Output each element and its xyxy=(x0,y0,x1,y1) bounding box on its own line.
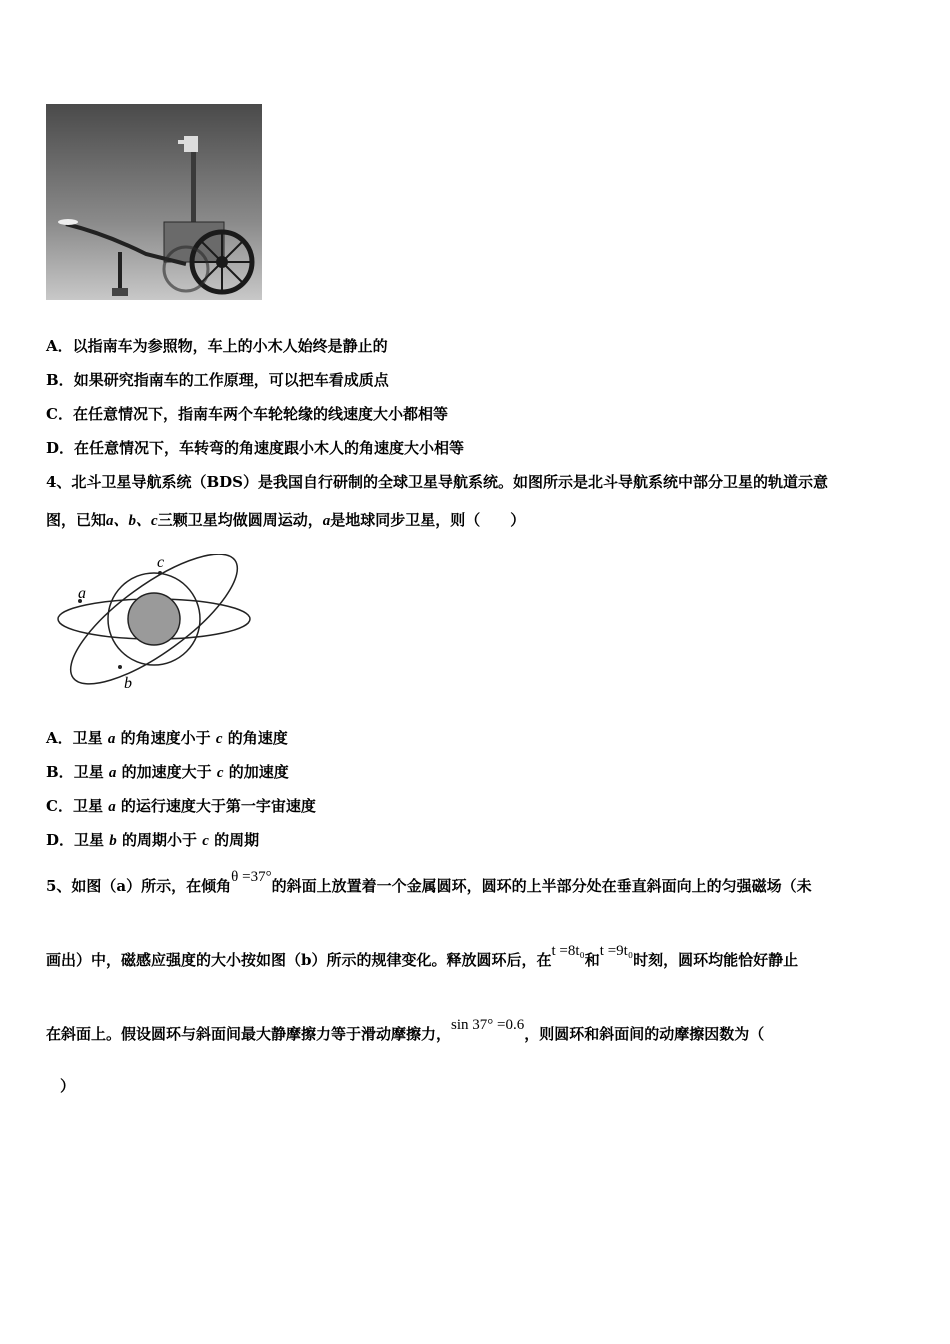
q3-option-b: B．如果研究指南车的工作原理，可以把车看成质点 xyxy=(46,371,389,389)
label-b: b xyxy=(124,675,132,692)
satellite-orbit-diagram xyxy=(56,554,260,694)
south-pointing-chariot-photo xyxy=(46,104,262,300)
q4-stem-line1: 4、北斗卫星导航系统（BDS）是我国自行研制的全球卫星导航系统。如图所示是北斗导航系统中部分卫星的轨道示意 xyxy=(46,473,828,491)
label-a: a xyxy=(78,585,86,602)
q5-stem-line4: ） xyxy=(60,1077,76,1095)
t2-formula: t =9t₀ xyxy=(599,943,634,959)
t1-formula: t =8t₀ xyxy=(551,943,585,959)
q5-stem-line3: 在斜面上。假设圆环与斜面间最大静摩擦力等于滑动摩擦力，sin 37° =0.6，则圆环和斜面间的动摩擦因数为（ xyxy=(46,1017,765,1043)
q4-option-d: D．卫星 b 的周期小于 c 的周期 xyxy=(46,831,260,849)
q4-option-c: C．卫星 a 的运行速度大于第一宇宙速度 xyxy=(46,797,316,815)
q5-stem-line2: 画出）中，磁感应强度的大小按如图（b）所示的规律变化。释放圆环后，在t =8t₀和t =9t₀时刻，圆环均能恰好静止 xyxy=(46,943,799,969)
q3-option-d: D．在任意情况下，车转弯的角速度跟小木人的角速度大小相等 xyxy=(46,439,465,457)
theta-formula: θ =37° xyxy=(231,869,272,885)
sin-formula: sin 37° =0.6 xyxy=(451,1017,525,1033)
label-c: c xyxy=(157,554,165,571)
q4-option-b: B．卫星 a 的加速度大于 c 的加速度 xyxy=(46,763,289,781)
q3-option-a: A．以指南车为参照物，车上的小木人始终是静止的 xyxy=(46,337,388,355)
q3-option-c: C．在任意情况下，指南车两个车轮轮缘的线速度大小都相等 xyxy=(46,405,448,423)
q5-stem-line1: 5、如图（a）所示，在倾角θ =37°的斜面上放置着一个金属圆环，圆环的上半部分处在垂直斜面向上的匀强磁场（未 xyxy=(46,869,812,895)
q4-stem-line2: 图，已知a、b、c三颗卫星均做圆周运动，a是地球同步卫星，则（ ） xyxy=(46,511,526,529)
q4-option-a: A．卫星 a 的角速度小于 c 的角速度 xyxy=(46,729,288,747)
